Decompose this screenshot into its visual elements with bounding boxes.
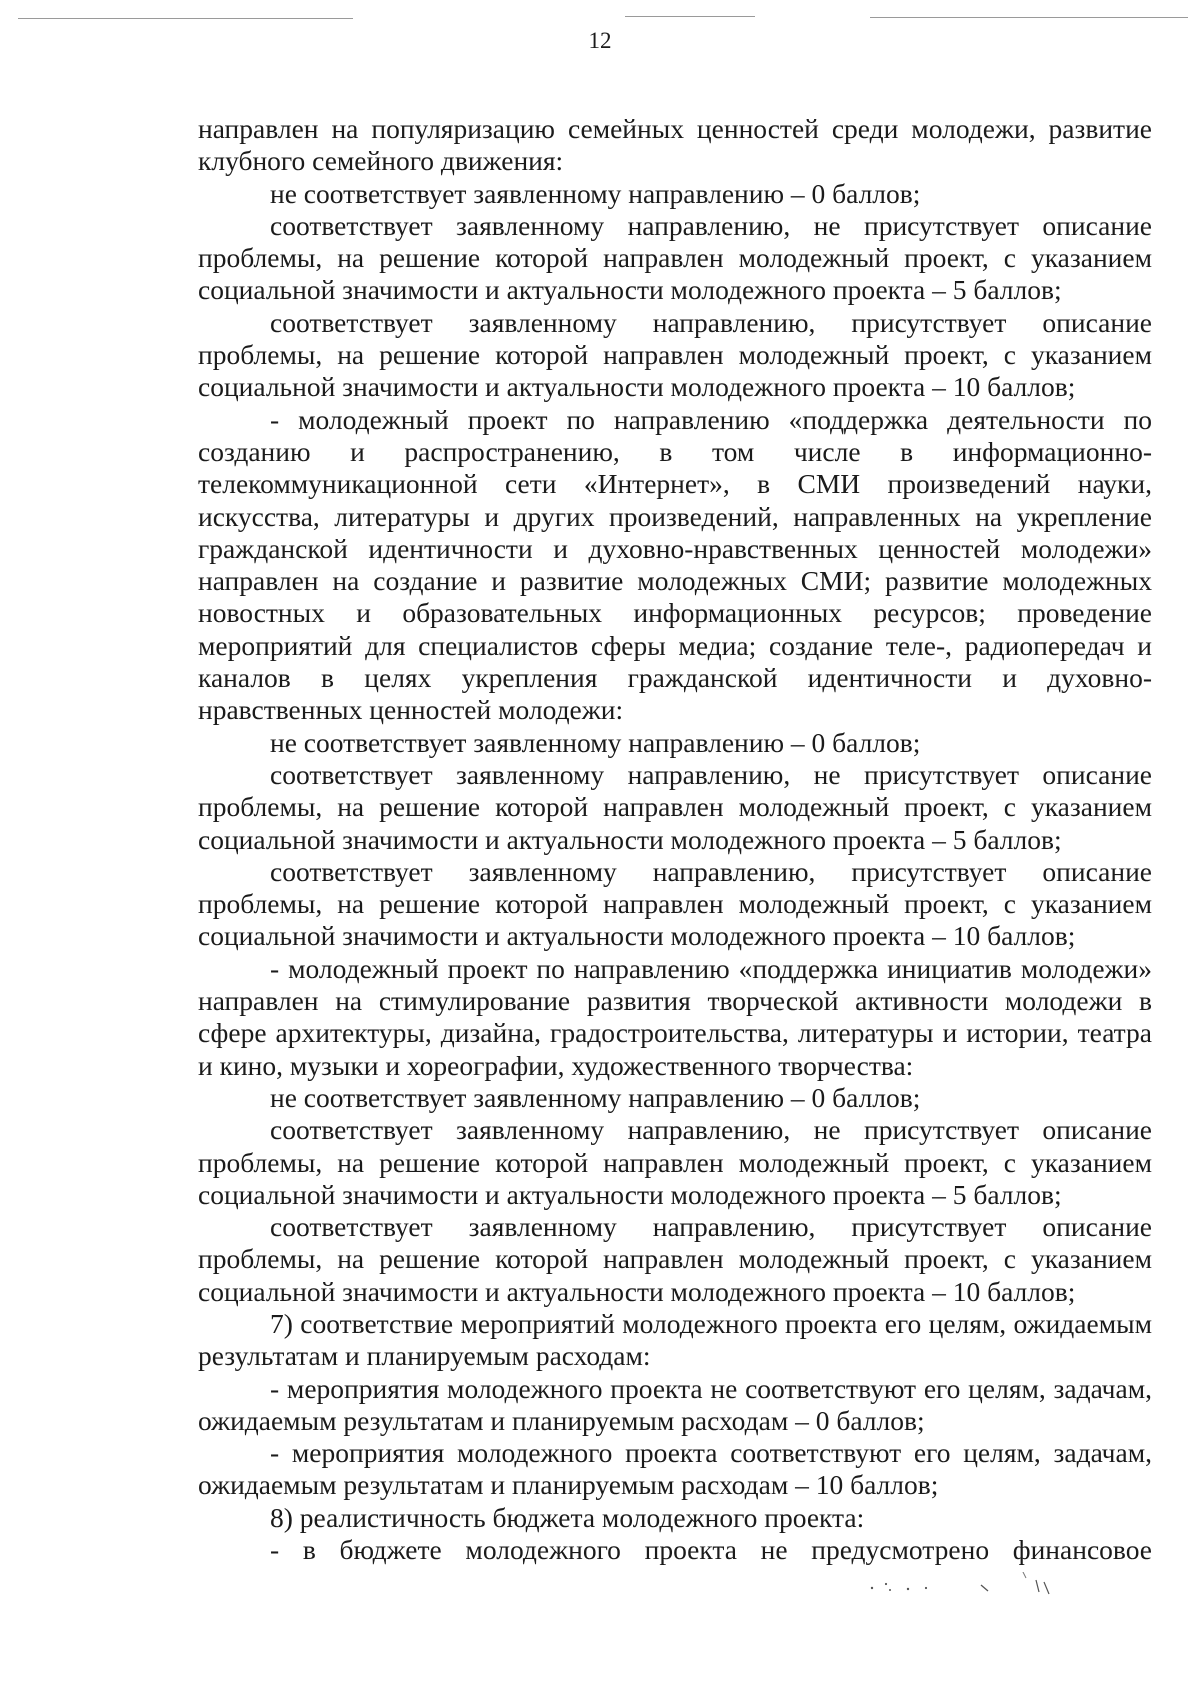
paragraph-4: соответствует заявленному направлению, присутствует описание проблемы, на решение которой направлен молодежный проект, с указанием социальной значимости и актуальности молодежного проекта – 10 баллов; bbox=[198, 306, 1152, 403]
scan-line-left bbox=[18, 18, 353, 19]
paragraph-7: соответствует заявленному направлению, не присутствует описание проблемы, на решение которой направлен молодежный проект, с указанием социальной значимости и актуальности молодежного проекта – 5 баллов; bbox=[198, 758, 1152, 855]
paragraph-8: соответствует заявленному направлению, присутствует описание проблемы, на решение которой направлен молодежный проект, с указанием социальной значимости и актуальности молодежного проекта – 10 баллов; bbox=[198, 855, 1152, 952]
paragraph-17: - в бюджете молодежного проекта не предусмотрено финансовое bbox=[270, 1534, 1152, 1566]
scan-line-center bbox=[625, 16, 755, 17]
page-number: 12 bbox=[588, 28, 612, 53]
paragraph-11: соответствует заявленному направлению, не присутствует описание проблемы, на решение которой направлен молодежный проект, с указанием социальной значимости и актуальности молодежного проекта – 5 баллов; bbox=[198, 1114, 1152, 1210]
paragraph-12: соответствует заявленному направлению, присутствует описание проблемы, на решение которой направлен молодежный проект, с указанием социальной значимости и актуальности молодежного проекта – 10 баллов; bbox=[198, 1211, 1152, 1307]
paragraph-3: соответствует заявленному направлению, не присутствует описание проблемы, на решение которой направлен молодежный проект, с указанием социальной значимости и актуальности молодежного проекта – 5 баллов; bbox=[198, 209, 1152, 306]
paragraph-10: не соответствует заявленному направлению – 0 баллов; bbox=[270, 1081, 921, 1113]
scan-specks bbox=[868, 1572, 1068, 1612]
paragraph-14: - мероприятия молодежного проекта не соответствуют его целям, задачам, ожидаемым результатам и планируемым расходам – 0 баллов; bbox=[198, 1372, 1152, 1436]
paragraph-15: - мероприятия молодежного проекта соответствуют его целям, задачам, ожидаемым результатам и планируемым расходам – 10 баллов; bbox=[198, 1437, 1152, 1501]
paragraph-5: - молодежный проект по направлению «поддержка деятельности по созданию и распространению, в том числе в информационно-телекоммуникационной сети «Интернет», в СМИ произведений науки, искусства, литературы и других произведений, направленных на укрепление гражданской идентичности и духовно-нравственных ценностей молодежи» направлен на создание и развитие молодежных СМИ; развитие молодежных новостных и образовательных информационных ресурсов; проведение мероприятий для специалистов сферы медиа; создание теле-, радиопередач и каналов в целях укрепления гражданской идентичности и духовно-нравственных ценностей молодежи: bbox=[198, 403, 1152, 726]
paragraph-9: - молодежный проект по направлению «поддержка инициатив молодежи» направлен на стимулирование развития творческой активности молодежи в сфере архитектуры, дизайна, градостроительства, литературы и истории, театра и кино, музыки и хореографии, художественного творчества: bbox=[198, 952, 1152, 1081]
document-body bbox=[198, 113, 1152, 1566]
scan-line-right bbox=[870, 17, 1188, 18]
paragraph-16: 8) реалистичность бюджета молодежного проекта: bbox=[270, 1501, 865, 1533]
paragraph-6: не соответствует заявленному направлению – 0 баллов; bbox=[270, 726, 921, 758]
paragraph-13: 7) соответствие мероприятий молодежного проекта его целям, ожидаемым результатам и планируемым расходам: bbox=[198, 1307, 1152, 1372]
paragraph-2: не соответствует заявленному направлению – 0 баллов; bbox=[270, 177, 921, 209]
paragraph-1: направлен на популяризацию семейных ценностей среди молодежи, развитие клубного семейного движения: bbox=[198, 113, 1152, 177]
